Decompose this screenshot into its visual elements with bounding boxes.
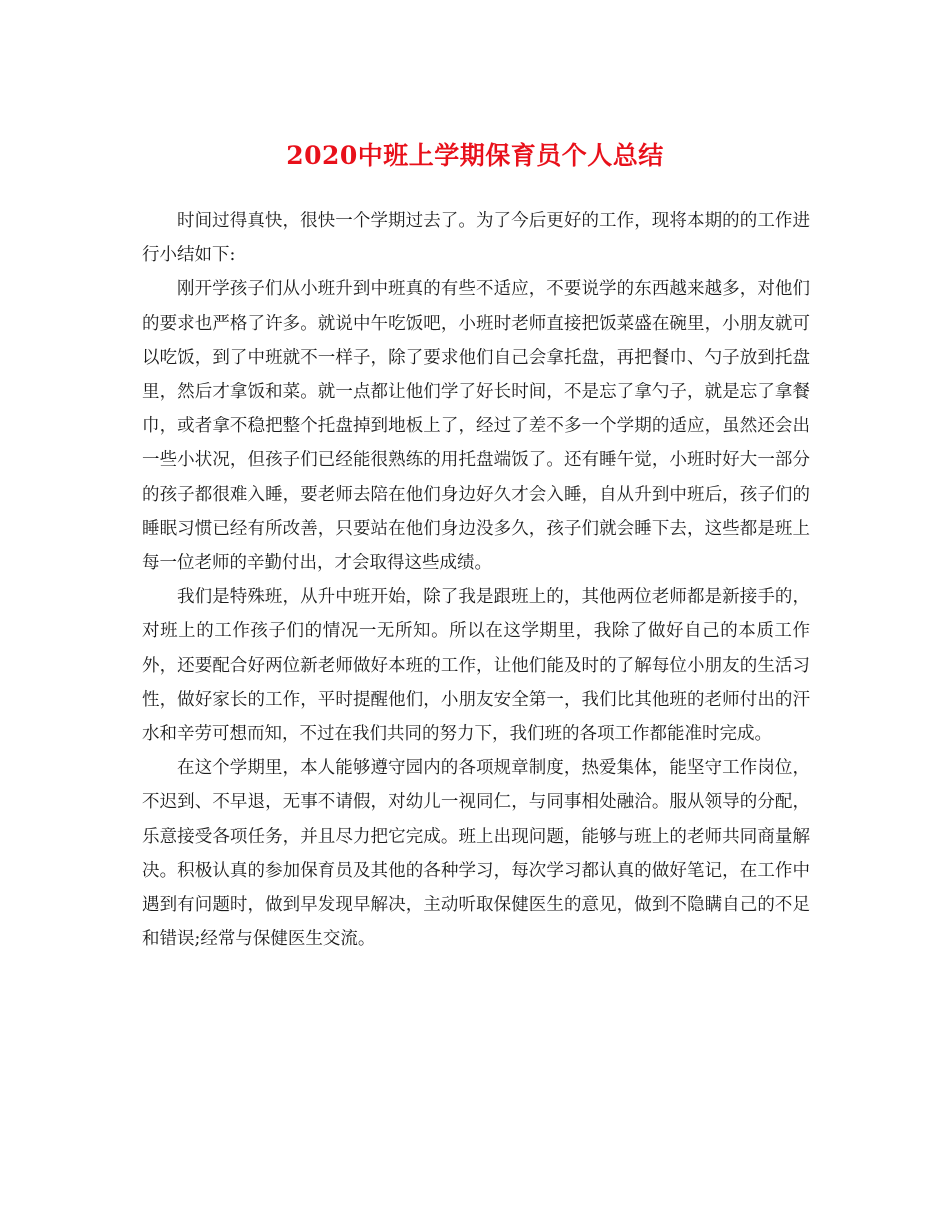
- paragraph-children-adaptation: 刚开学孩子们从小班升到中班真的有些不适应，不要说学的东西越来越多，对他们的要求也严格了许多。就说中午吃饭吧，小班时老师直接把饭菜盛在碗里，小朋友就可以吃饭，到了中班就不一样子，除了要求他们自己会拿托盘，再把餐巾、勺子放到托盘里，然后才拿饭和菜。就一点都让他们学了好长时间，不是忘了拿勺子，就是忘了拿餐巾，或者拿不稳把整个托盘掉到地板上了，经过了差不多一个学期的适应，虽然还会出一些小状况，但孩子们已经能很熟练的用托盘端饭了。还有睡午觉，小班时好大一部分的孩子都很难入睡，要老师去陪在他们身边好久才会入睡，自从升到中班后，孩子们的睡眠习惯已经有所改善，只要站在他们身边没多久，孩子们就会睡下去，这些都是班上每一位老师的辛勤付出，才会取得这些成绩。: [142, 279, 810, 574]
- document-body: [142, 204, 810, 956]
- paragraph-intro: 时间过得真快，很快一个学期过去了。为了今后更好的工作，现将本期的的工作进行小结如下:: [142, 211, 810, 266]
- paragraph-special-class: 我们是特殊班，从升中班开始，除了我是跟班上的，其他两位老师都是新接手的，对班上的工作孩子们的情况一无所知。所以在这学期里，我除了做好自己的本质工作外，还要配合好两位新老师做好本班的工作，让他们能及时的了解每位小朋友的生活习性，做好家长的工作，平时提醒他们，小朋友安全第一，我们比其他班的老师付出的汗水和辛劳可想而知，不过在我们共同的努力下，我们班的各项工作都能准时完成。: [142, 587, 810, 745]
- page-title: 2020中班上学期保育员个人总结: [286, 141, 664, 170]
- paragraph-personal-conduct: 在这个学期里，本人能够遵守园内的各项规章制度，热爱集体，能坚守工作岗位，不迟到、不早退，无事不请假，对幼儿一视同仁，与同事相处融洽。服从领导的分配，乐意接受各项任务，并且尽力把它完成。班上出现问题，能够与班上的老师共同商量解决。积极认真的参加保育员及其他的各种学习，每次学习都认真的做好笔记，在工作中遇到有问题时，做到早发现早解决，主动听取保健医生的意见，做到不隐瞒自己的不足和错误;经常与保健医生交流。: [142, 758, 810, 950]
